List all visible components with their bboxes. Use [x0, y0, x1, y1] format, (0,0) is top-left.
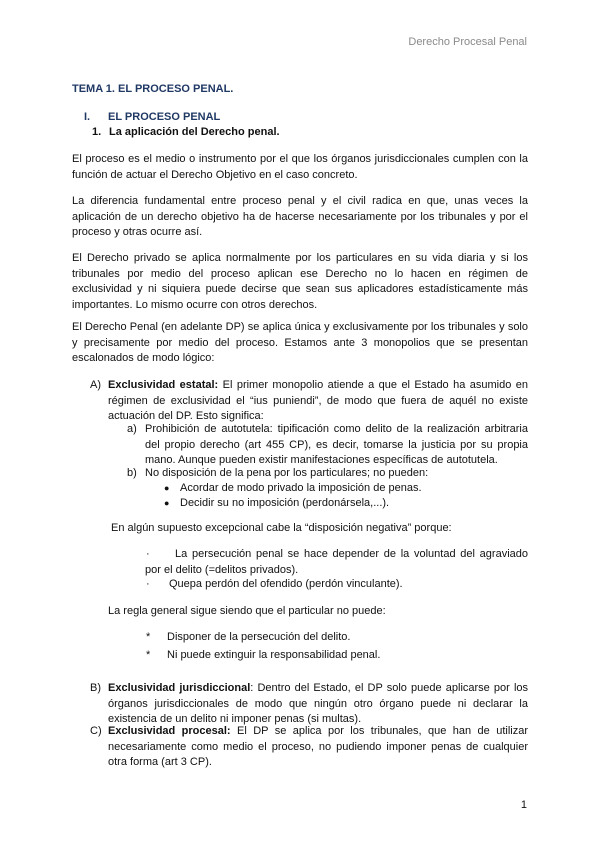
- excepcional-item: La persecución penal se hace depender de la voluntad del agraviado por el delito (=delitos privados).: [145, 548, 528, 576]
- section-marker: I.: [84, 111, 91, 123]
- dot-marker: ·: [146, 548, 150, 560]
- running-header: Derecho Procesal Penal: [408, 36, 527, 48]
- subsection-marker: 1.: [92, 126, 102, 138]
- paragraph: El proceso es el medio o instrumento por el que los órganos jurisdiccionales cumplen con la función de actuar el Derecho Objetivo en el caso concreto.: [72, 153, 528, 181]
- list-marker-c: C): [90, 725, 102, 737]
- dot-marker: ·: [146, 578, 150, 590]
- regla-item: Ni puede extinguir la responsabilidad penal.: [167, 649, 381, 661]
- item-exclusividad-procesal: [108, 724, 528, 771]
- section-title: EL PROCESO PENAL: [108, 111, 221, 123]
- sub-marker-a: a): [127, 423, 137, 435]
- subsection-title: La aplicación del Derecho penal.: [109, 126, 280, 138]
- item-text: : Dentro del Estado, el DP solo puede aplicarse por los órganos jurisdiccionales de modo que ningún otro órgano puede ni declarar la existencia de un delito ni imponer penas (si multas).: [108, 682, 529, 725]
- excepcional-intro: En algún supuesto excepcional cabe la “disposición negativa” porque:: [111, 522, 452, 534]
- excepcional-item: Quepa perdón del ofendido (perdón vinculante).: [169, 578, 403, 590]
- item-exclusividad-estatal: [108, 378, 528, 425]
- regla-general: La regla general sigue siendo que el particular no puede:: [108, 605, 386, 617]
- sub-item-autotutela: Prohibición de autotutela: tipificación como delito de la realización arbitraria del propio derecho (art 455 CP), es decir, tomarse la justicia por su propia mano. Aunque pueden existir manifestaciones específicas de autotutela.: [145, 423, 528, 466]
- bullet-icon: ●: [164, 483, 170, 493]
- sub-item-no-disposicion: No disposición de la pena por los particulares; no pueden:: [145, 467, 429, 479]
- item-label: Exclusividad estatal:: [108, 379, 219, 391]
- asterisk-marker: *: [146, 631, 151, 643]
- tema-title: TEMA 1. EL PROCESO PENAL.: [72, 83, 234, 95]
- regla-item: Disponer de la persecución del delito.: [167, 631, 351, 643]
- item-label: Exclusividad procesal:: [108, 725, 231, 737]
- item-text: El primer monopolio atiende a que el Estado ha asumido en régimen de exclusividad el “ius puniendi”, de modo que fuera de aquél no existe actuación del DP. Esto significa:: [108, 379, 528, 422]
- page-number: 1: [520, 799, 527, 811]
- bullet-item: Decidir su no imposición (perdonársela,...).: [180, 497, 390, 509]
- asterisk-marker: *: [146, 649, 151, 661]
- item-text: El DP se aplica por los tribunales, que han de utilizar necesariamente como medio el proceso, no pudiendo imponer penas de cualquier otra forma (art 3 CP).: [108, 725, 528, 768]
- bullet-item: Acordar de modo privado la imposición de penas.: [180, 482, 422, 494]
- item-exclusividad-jurisdiccional: [108, 681, 528, 728]
- list-marker-b: B): [90, 682, 101, 694]
- paragraph: El Derecho Penal (en adelante DP) se aplica única y exclusivamente por los tribunales y solo y precisamente por medio del proceso. Estamos ante 3 monopolios que se presentan escalonados de modo lógico:: [72, 321, 528, 364]
- bullet-icon: ●: [164, 498, 170, 508]
- sub-marker-b: b): [127, 467, 137, 479]
- paragraph: La diferencia fundamental entre proceso penal y el civil radica en que, unas veces la aplicación de un derecho objetivo ha de hacerse necesariamente por los tribunales y por el proceso y otras ocurre así.: [72, 195, 528, 238]
- list-marker-a: A): [90, 379, 101, 391]
- item-label: Exclusividad jurisdiccional: [108, 682, 251, 694]
- paragraph: El Derecho privado se aplica normalmente por los particulares en su vida diaria y si los tribunales por medio del proceso aplican ese Derecho no lo hacen en régimen de exclusividad y ni siquiera puede decirse que sean sus aplicadores estadísticamente más importantes. Lo mismo ocurre con otros derechos.: [72, 252, 528, 311]
